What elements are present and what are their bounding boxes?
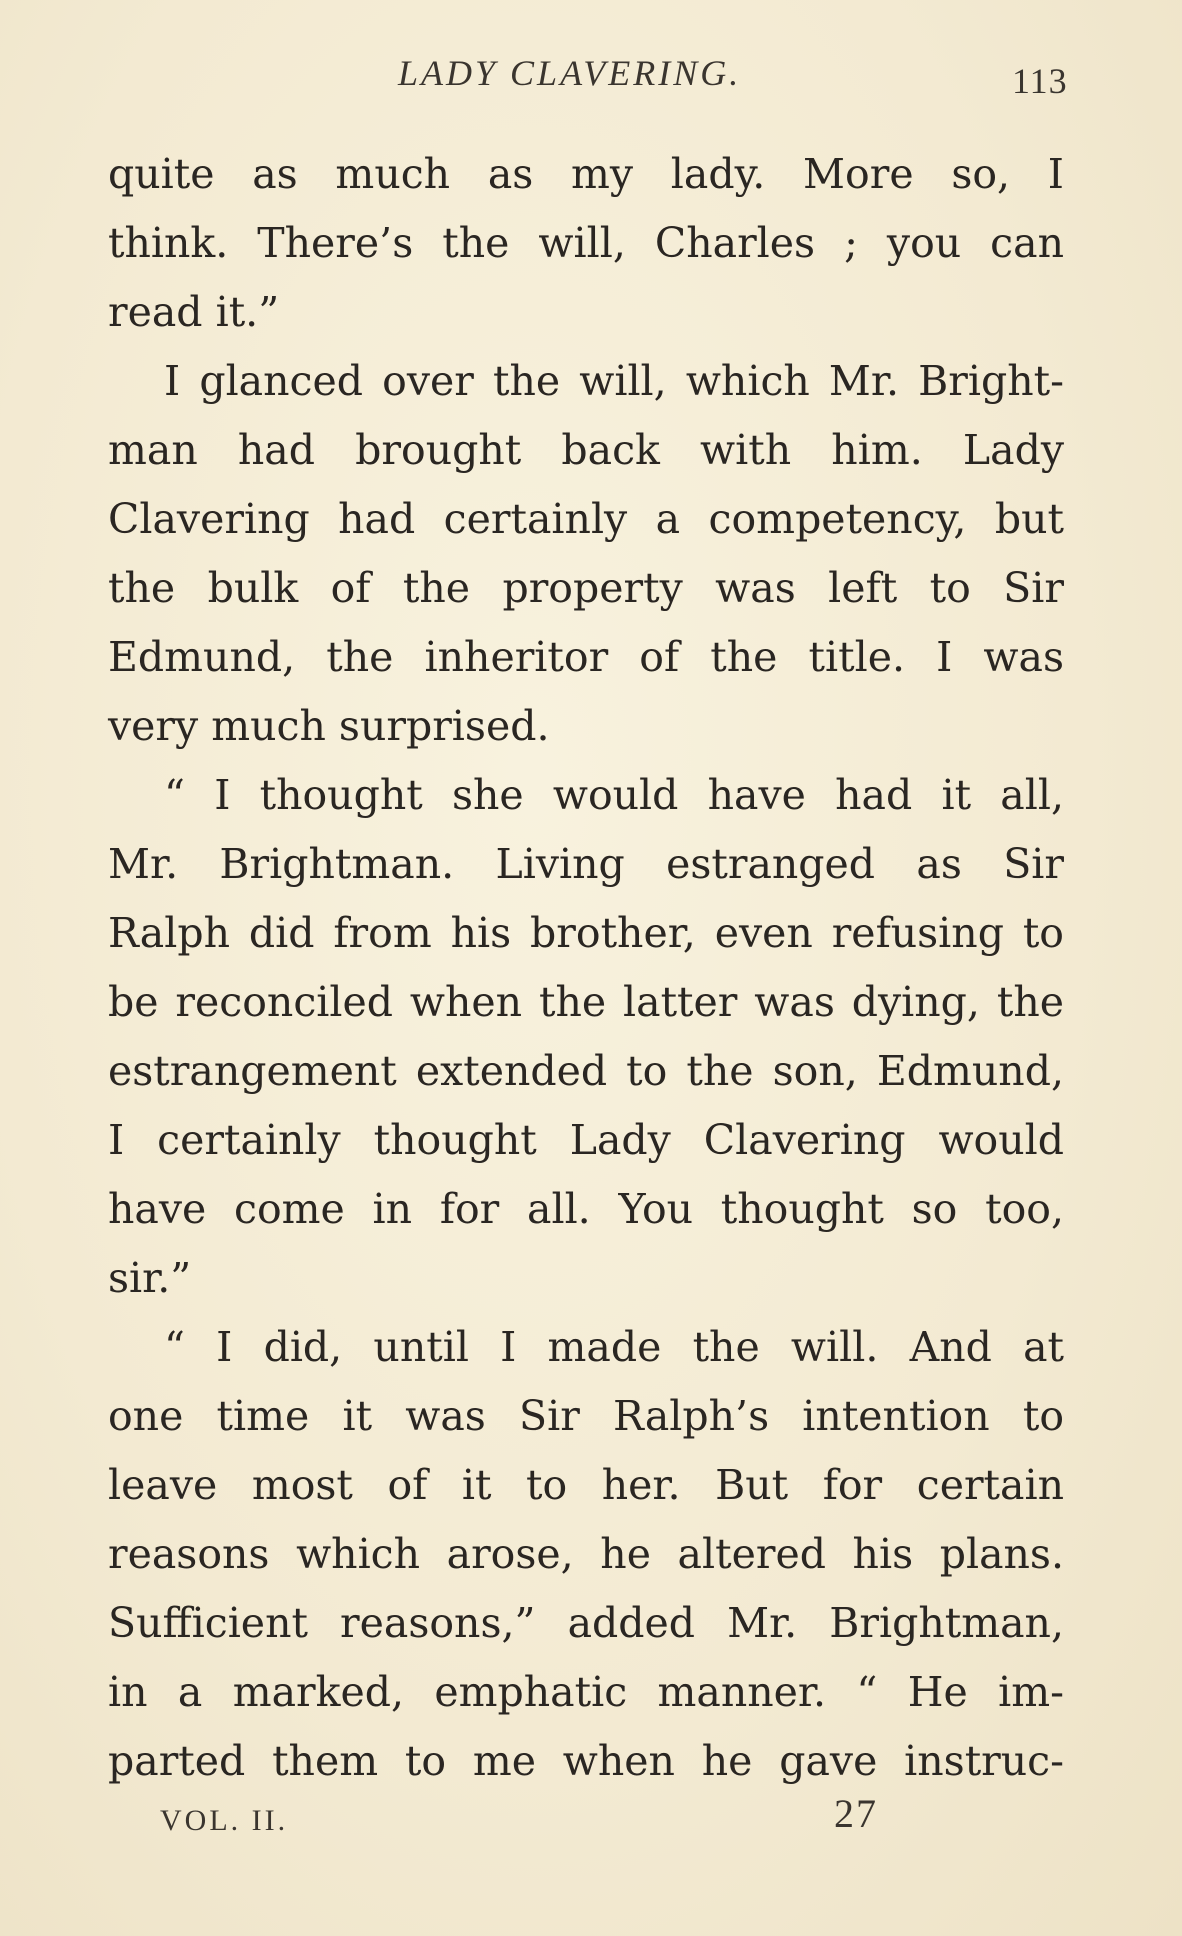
text-line: Edmund, the inheritor of the title. I was xyxy=(108,633,1064,681)
text-line: reasons which arose, he altered his plans. xyxy=(108,1530,1064,1578)
text-line: estrangement extended to the son, Edmund, xyxy=(108,1047,1064,1095)
signature-mark: 27 xyxy=(834,1791,878,1836)
text-line: read it.” xyxy=(108,288,280,336)
volume-marker: VOL. II. xyxy=(160,1804,289,1837)
text-line: one time it was Sir Ralph’s intention to xyxy=(108,1392,1064,1440)
text-line: be reconciled when the latter was dying, the xyxy=(108,978,1064,1026)
text-line: I certainly thought Lady Clavering would xyxy=(108,1116,1064,1164)
text-line: Clavering had certainly a competency, but xyxy=(108,495,1064,543)
page-footer xyxy=(0,1790,1182,1850)
text-line: Ralph did from his brother, even refusing to xyxy=(108,909,1064,957)
text-line: think. There’s the will, Charles ; you can xyxy=(108,219,1064,267)
text-line: leave most of it to her. But for certain xyxy=(108,1461,1064,1509)
text-line: sir.” xyxy=(108,1254,192,1302)
text-line: have come in for all. You thought so too, xyxy=(108,1185,1064,1233)
text-line: I glanced over the will, which Mr. Bright- xyxy=(164,357,1064,405)
text-line: in a marked, emphatic manner. “ He im- xyxy=(108,1668,1064,1716)
text-line: “ I thought she would have had it all, xyxy=(164,771,1064,819)
running-title: LADY CLAVERING. xyxy=(398,53,742,93)
page-number: 113 xyxy=(1012,61,1068,101)
text-line: Mr. Brightman. Living estranged as Sir xyxy=(108,840,1064,888)
body-text xyxy=(108,140,1064,1796)
text-line: “ I did, until I made the will. And at xyxy=(164,1323,1064,1371)
text-line: parted them to me when he gave instruc- xyxy=(108,1737,1064,1785)
text-line: very much surprised. xyxy=(108,702,550,750)
text-line: man had brought back with him. Lady xyxy=(108,426,1064,474)
text-line: the bulk of the property was left to Sir xyxy=(108,564,1064,612)
text-line: Sufficient reasons,” added Mr. Brightman, xyxy=(108,1599,1064,1647)
text-line: quite as much as my lady. More so, I xyxy=(108,150,1064,198)
running-head xyxy=(0,52,1182,102)
